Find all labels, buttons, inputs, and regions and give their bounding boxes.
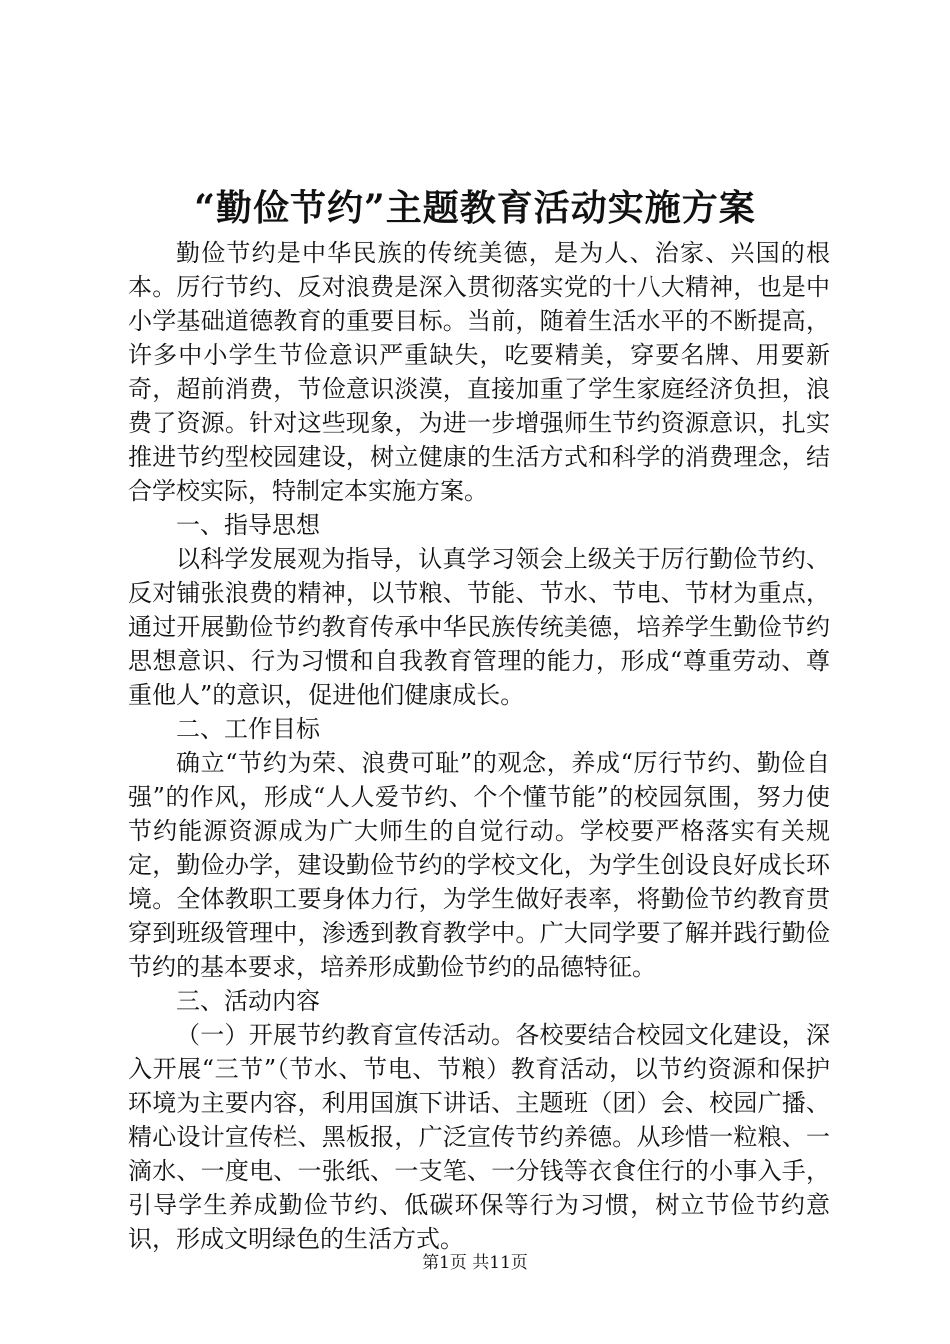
guiding-ideology-paragraph: 以科学发展观为指导，认真学习领会上级关于厉行勤俭节约、反对铺张浪费的精神，以节粮、节能、节水、节电、节材为重点，通过开展勤俭节约教育传承中华民族传统美德，培养学生勤俭节约思想意识、行为习惯和自我教育管理的能力，形成“尊重劳动、尊重他人”的意识，促进他们健康成长。 (128, 545, 830, 709)
document-title: “勤俭节约”主题教育活动实施方案 (194, 187, 756, 229)
document-body (128, 236, 830, 1256)
section-heading-activity-content: 三、活动内容 (176, 987, 320, 1015)
section-heading-work-goals: 二、工作目标 (176, 715, 320, 743)
work-goals-paragraph: 确立“节约为荣、浪费可耻”的观念，养成“厉行节约、勤俭自强”的作风，形成“人人爱节约、个个懂节能”的校园氛围，努力使节约能源资源成为广大师生的自觉行动。学校要严格落实有关规定，勤俭办学，建设勤俭节约的学校文化，为学生创设良好成长环境。全体教职工要身体力行，为学生做好表率，将勤俭节约教育贯穿到班级管理中，渗透到教育教学中。广大同学要了解并践行勤俭节约的基本要求，培养形成勤俭节约的品德特征。 (128, 749, 830, 981)
section-heading-guiding-ideology: 一、指导思想 (176, 511, 320, 539)
page-footer: 第1页 共11页 (422, 1253, 528, 1273)
activity-content-paragraph: （一）开展节约教育宣传活动。各校要结合校园文化建设，深入开展“三节”（节水、节电、节粮）教育活动，以节约资源和保护环境为主要内容，利用国旗下讲话、主题班（团）会、校园广播、精心设计宣传栏、黑板报，广泛宣传节约养德。从珍惜一粒粮、一滴水、一度电、一张纸、一支笔、一分钱等衣食住行的小事入手，引导学生养成勤俭节约、低碳环保等行为习惯，树立节俭节约意识，形成文明绿色的生活方式。 (128, 1021, 830, 1253)
intro-paragraph: 勤俭节约是中华民族的传统美德，是为人、治家、兴国的根本。厉行节约、反对浪费是深入贯彻落实党的十八大精神，也是中小学基础道德教育的重要目标。当前，随着生活水平的不断提高，许多中小学生节俭意识严重缺失，吃要精美，穿要名牌、用要新奇，超前消费，节俭意识淡漠，直接加重了学生家庭经济负担，浪费了资源。针对这些现象，为进一步增强师生节约资源意识，扎实推进节约型校园建设，树立健康的生活方式和科学的消费理念，结合学校实际，特制定本实施方案。 (128, 239, 830, 505)
